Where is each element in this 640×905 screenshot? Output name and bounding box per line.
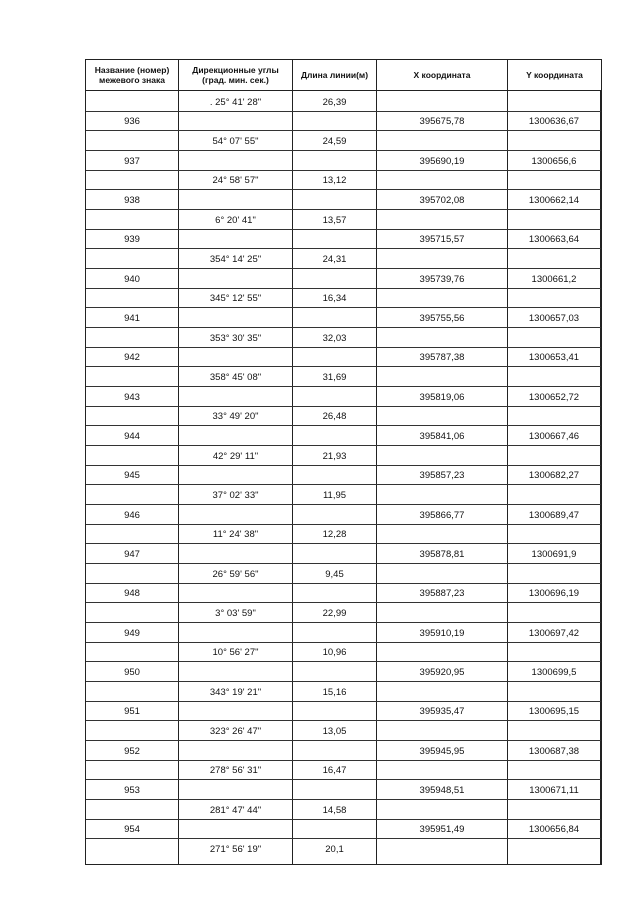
x-coordinate-cell: 395945,95 — [419, 745, 465, 757]
row-divider — [86, 622, 179, 623]
row-divider — [86, 445, 179, 446]
row-divider — [377, 130, 601, 131]
point-name-cell: 953 — [124, 784, 140, 796]
x-coordinate-cell: 395739,76 — [419, 273, 465, 285]
angle-cell: 278° 56' 31" — [209, 765, 262, 777]
point-name-cell: 940 — [124, 273, 140, 285]
point-name-cell: 943 — [124, 391, 140, 403]
row-divider — [86, 268, 179, 269]
angle-cell: 11° 24' 38" — [212, 529, 259, 541]
angle-cell: 281° 47' 44" — [209, 804, 262, 816]
angle-cell: 6° 20' 41" — [215, 214, 256, 226]
length-cell: 16,34 — [322, 293, 347, 305]
row-divider — [86, 307, 179, 308]
row-divider — [179, 622, 377, 623]
row-divider — [377, 504, 601, 505]
length-cell: 16,47 — [322, 765, 347, 777]
column-length — [293, 91, 377, 864]
row-divider — [179, 347, 377, 348]
length-cell: 24,31 — [322, 253, 347, 265]
point-name-cell: 947 — [124, 548, 140, 560]
length-cell: 24,59 — [322, 135, 347, 147]
row-divider — [377, 760, 601, 761]
row-divider — [86, 819, 179, 820]
length-cell: 31,69 — [322, 371, 347, 383]
header-x: X координата — [377, 60, 508, 90]
row-divider — [86, 602, 179, 603]
x-coordinate-cell: 395866,77 — [419, 509, 465, 521]
row-divider — [86, 504, 179, 505]
length-cell: 9,45 — [325, 568, 344, 580]
x-coordinate-cell: 395910,19 — [419, 627, 465, 639]
row-divider — [377, 681, 601, 682]
x-coordinate-cell: 395819,06 — [419, 391, 465, 403]
angle-cell: 33° 49' 20" — [212, 411, 259, 423]
y-coordinate-cell: 1300699,5 — [531, 666, 577, 678]
row-divider — [179, 327, 377, 328]
header-angle: Дирекционные углы (град. мин. сек.) — [179, 60, 293, 90]
row-divider — [86, 524, 179, 525]
row-divider — [86, 327, 179, 328]
column-y — [508, 91, 601, 864]
row-divider — [377, 465, 601, 466]
row-divider — [377, 288, 601, 289]
row-divider — [86, 425, 179, 426]
x-coordinate-cell: 395702,08 — [419, 194, 465, 206]
row-divider — [377, 347, 601, 348]
row-divider — [377, 248, 601, 249]
row-divider — [86, 209, 179, 210]
column-x — [377, 91, 508, 864]
angle-cell: 10° 56' 27" — [212, 647, 259, 659]
length-cell: 32,03 — [322, 332, 347, 344]
x-coordinate-cell: 395878,81 — [419, 548, 465, 560]
row-divider — [86, 229, 179, 230]
x-coordinate-cell: 395951,49 — [419, 824, 465, 836]
point-name-cell: 939 — [124, 234, 140, 246]
row-divider — [377, 268, 601, 269]
row-divider — [86, 386, 179, 387]
y-coordinate-cell: 1300657,03 — [528, 312, 580, 324]
row-divider — [179, 111, 377, 112]
point-name-cell: 945 — [124, 470, 140, 482]
row-divider — [377, 524, 601, 525]
point-name-cell: 946 — [124, 509, 140, 521]
length-cell: 13,05 — [322, 725, 347, 737]
row-divider — [377, 386, 601, 387]
y-coordinate-cell: 1300652,72 — [528, 391, 580, 403]
row-divider — [179, 209, 377, 210]
row-divider — [86, 838, 179, 839]
row-divider — [86, 740, 179, 741]
row-divider — [377, 602, 601, 603]
row-divider — [86, 248, 179, 249]
length-cell: 15,16 — [322, 686, 347, 698]
row-divider — [179, 563, 377, 564]
row-divider — [86, 347, 179, 348]
point-name-cell: 951 — [124, 706, 140, 718]
row-divider — [377, 484, 601, 485]
row-divider — [377, 229, 601, 230]
length-cell: 13,57 — [322, 214, 347, 226]
row-divider — [377, 583, 601, 584]
y-coordinate-cell: 1300689,47 — [528, 509, 580, 521]
row-divider — [86, 701, 179, 702]
row-divider — [377, 720, 601, 721]
row-divider — [86, 779, 179, 780]
y-coordinate-cell: 1300695,15 — [528, 706, 580, 718]
row-divider — [86, 661, 179, 662]
length-cell: 12,28 — [322, 529, 347, 541]
y-coordinate-cell: 1300653,41 — [528, 352, 580, 364]
row-divider — [377, 799, 601, 800]
row-divider — [86, 543, 179, 544]
row-divider — [377, 779, 601, 780]
row-divider — [86, 130, 179, 131]
y-coordinate-cell: 1300661,2 — [531, 273, 577, 285]
column-angle — [179, 91, 293, 864]
row-divider — [179, 740, 377, 741]
row-divider — [377, 701, 601, 702]
x-coordinate-cell: 395690,19 — [419, 155, 465, 167]
angle-cell: 26° 59' 56" — [212, 568, 259, 580]
row-divider — [179, 248, 377, 249]
row-divider — [179, 819, 377, 820]
row-divider — [377, 661, 601, 662]
row-divider — [179, 583, 377, 584]
row-divider — [377, 445, 601, 446]
row-divider — [377, 170, 601, 171]
angle-cell: 37° 02' 33" — [212, 489, 259, 501]
length-cell: 14,58 — [322, 804, 347, 816]
point-name-cell: 936 — [124, 116, 140, 128]
row-divider — [179, 602, 377, 603]
angle-cell: 345° 12' 55" — [209, 293, 262, 305]
row-divider — [179, 779, 377, 780]
length-cell: 11,95 — [322, 489, 347, 501]
row-divider — [179, 150, 377, 151]
length-cell: 26,48 — [322, 411, 347, 423]
x-coordinate-cell: 395887,23 — [419, 588, 465, 600]
row-divider — [86, 465, 179, 466]
row-divider — [377, 111, 601, 112]
row-divider — [377, 307, 601, 308]
row-divider — [377, 150, 601, 151]
row-divider — [179, 366, 377, 367]
row-divider — [86, 150, 179, 151]
header-name: Название (номер) межевого знака — [86, 60, 179, 90]
row-divider — [86, 760, 179, 761]
x-coordinate-cell: 395675,78 — [419, 116, 465, 128]
row-divider — [179, 838, 377, 839]
x-coordinate-cell: 395948,51 — [419, 784, 465, 796]
point-name-cell: 938 — [124, 194, 140, 206]
point-name-cell: 952 — [124, 745, 140, 757]
row-divider — [377, 563, 601, 564]
x-coordinate-cell: 395715,57 — [419, 234, 465, 246]
row-divider — [86, 288, 179, 289]
y-coordinate-cell: 1300656,84 — [528, 824, 580, 836]
angle-cell: 42° 29' 11" — [212, 450, 259, 462]
row-divider — [86, 642, 179, 643]
row-divider — [86, 170, 179, 171]
header-length: Длина линии(м) — [293, 60, 377, 90]
row-divider — [179, 681, 377, 682]
row-divider — [179, 130, 377, 131]
angle-cell: . 25° 41' 28" — [209, 96, 262, 108]
angle-cell: 343° 19' 21" — [209, 686, 262, 698]
row-divider — [377, 622, 601, 623]
row-divider — [179, 268, 377, 269]
row-divider — [179, 701, 377, 702]
y-coordinate-cell: 1300636,67 — [528, 116, 580, 128]
length-cell: 26,39 — [322, 96, 347, 108]
length-cell: 13,12 — [322, 175, 347, 187]
x-coordinate-cell: 395920,95 — [419, 666, 465, 678]
length-cell: 22,99 — [322, 607, 347, 619]
table-body — [86, 91, 601, 864]
row-divider — [179, 760, 377, 761]
row-divider — [179, 720, 377, 721]
y-coordinate-cell: 1300671,11 — [529, 784, 579, 796]
row-divider — [179, 386, 377, 387]
row-divider — [179, 307, 377, 308]
row-divider — [377, 819, 601, 820]
length-cell: 10,96 — [322, 647, 347, 659]
length-cell: 20,1 — [325, 843, 344, 855]
point-name-cell: 944 — [124, 430, 140, 442]
point-name-cell: 937 — [124, 155, 140, 167]
row-divider — [377, 838, 601, 839]
y-coordinate-cell: 1300697,42 — [528, 627, 580, 639]
row-divider — [377, 642, 601, 643]
x-coordinate-cell: 395857,23 — [419, 470, 465, 482]
row-divider — [179, 504, 377, 505]
table-header — [86, 60, 601, 91]
row-divider — [179, 229, 377, 230]
angle-cell: 358° 45' 08" — [209, 371, 262, 383]
point-name-cell: 949 — [124, 627, 140, 639]
row-divider — [179, 288, 377, 289]
row-divider — [86, 799, 179, 800]
row-divider — [179, 425, 377, 426]
row-divider — [86, 111, 179, 112]
row-divider — [377, 740, 601, 741]
y-coordinate-cell: 1300682,27 — [528, 470, 580, 482]
row-divider — [86, 583, 179, 584]
y-coordinate-cell: 1300687,38 — [528, 745, 580, 757]
x-coordinate-cell: 395935,47 — [419, 706, 465, 718]
row-divider — [86, 484, 179, 485]
coordinates-table — [85, 59, 602, 865]
row-divider — [179, 445, 377, 446]
row-divider — [377, 189, 601, 190]
y-coordinate-cell: 1300696,19 — [528, 588, 580, 600]
row-divider — [179, 484, 377, 485]
row-divider — [86, 720, 179, 721]
row-divider — [377, 366, 601, 367]
y-coordinate-cell: 1300662,14 — [528, 194, 580, 206]
y-coordinate-cell: 1300667,46 — [528, 430, 580, 442]
x-coordinate-cell: 395841,06 — [419, 430, 465, 442]
point-name-cell: 950 — [124, 666, 140, 678]
row-divider — [179, 465, 377, 466]
row-divider — [179, 543, 377, 544]
angle-cell: 3° 03' 59" — [215, 607, 256, 619]
row-divider — [179, 799, 377, 800]
point-name-cell: 942 — [124, 352, 140, 364]
angle-cell: 24° 58' 57" — [212, 175, 259, 187]
row-divider — [86, 189, 179, 190]
point-name-cell: 954 — [124, 824, 140, 836]
row-divider — [377, 425, 601, 426]
row-divider — [179, 406, 377, 407]
angle-cell: 323° 26' 47" — [209, 725, 262, 737]
row-divider — [377, 406, 601, 407]
point-name-cell: 941 — [124, 312, 140, 324]
row-divider — [179, 661, 377, 662]
row-divider — [377, 543, 601, 544]
angle-cell: 54° 07' 55" — [212, 135, 259, 147]
row-divider — [86, 406, 179, 407]
row-divider — [377, 327, 601, 328]
header-y: Y координата — [526, 70, 583, 80]
point-name-cell: 948 — [124, 588, 140, 600]
row-divider — [86, 681, 179, 682]
angle-cell: 354° 14' 25" — [209, 253, 262, 265]
y-coordinate-cell: 1300691,9 — [531, 548, 577, 560]
row-divider — [377, 209, 601, 210]
y-coordinate-cell: 1300663,64 — [528, 234, 580, 246]
row-divider — [179, 170, 377, 171]
angle-cell: 353° 30' 35" — [209, 332, 262, 344]
y-coordinate-cell: 1300656,6 — [531, 155, 577, 167]
row-divider — [86, 366, 179, 367]
row-divider — [179, 642, 377, 643]
row-divider — [179, 189, 377, 190]
length-cell: 21,93 — [322, 450, 347, 462]
row-divider — [86, 563, 179, 564]
x-coordinate-cell: 395755,56 — [419, 312, 465, 324]
column-name — [86, 91, 179, 864]
x-coordinate-cell: 395787,38 — [419, 352, 465, 364]
angle-cell: 271° 56' 19" — [209, 843, 262, 855]
row-divider — [179, 524, 377, 525]
